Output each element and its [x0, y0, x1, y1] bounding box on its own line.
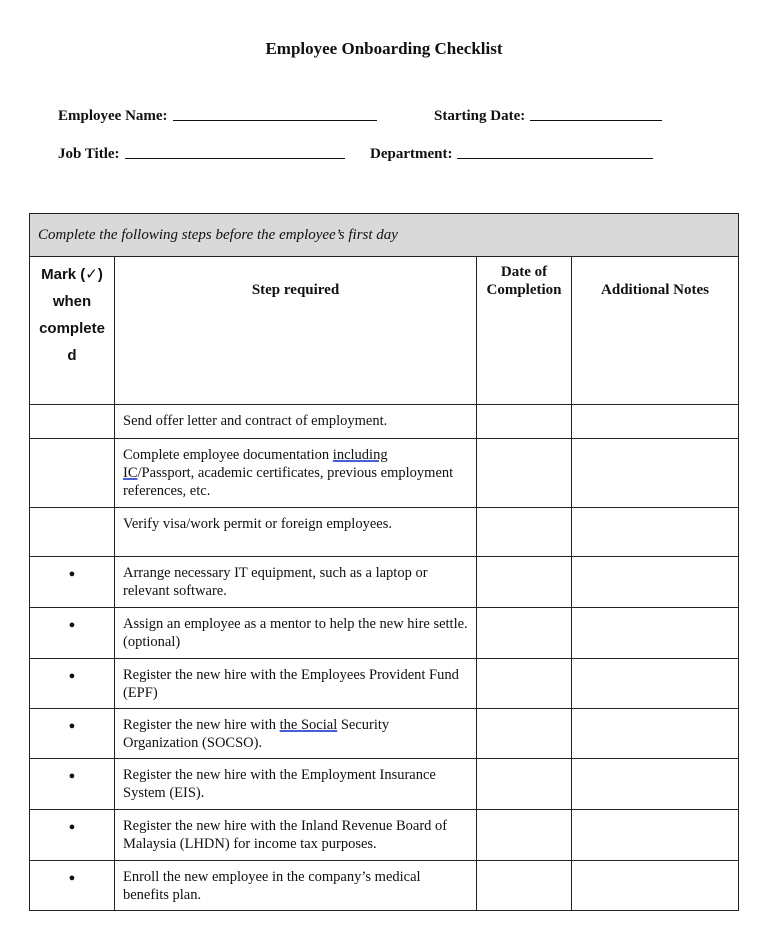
step-text-flagged: the Social — [279, 717, 338, 733]
mark-cell[interactable] — [30, 861, 115, 911]
completion-date-cell[interactable] — [477, 709, 572, 759]
header-date-line: Completion — [486, 282, 562, 298]
step-text: Assign an employee as a mentor to help the new hire settle. (optional) — [123, 616, 468, 650]
bullet-icon: ● — [68, 872, 76, 884]
header-mark-line: complete — [39, 320, 105, 337]
step-text-flagged: including — [332, 447, 388, 463]
document-title: Employee Onboarding Checklist — [265, 39, 503, 58]
mark-cell[interactable] — [30, 557, 115, 608]
notes-cell[interactable] — [572, 405, 739, 439]
header-mark — [30, 257, 115, 405]
completion-date-cell[interactable] — [477, 557, 572, 608]
header-mark-line: when — [52, 293, 92, 310]
completion-date-cell[interactable] — [477, 759, 572, 810]
bullet-icon: ● — [68, 619, 76, 631]
step-cell — [115, 659, 477, 709]
table-row — [30, 557, 739, 608]
onboarding-checklist-table — [29, 213, 739, 911]
step-text: Register the new hire with the Employment Insurance System (EIS). — [123, 767, 436, 801]
step-text: Register the new hire with the Employees Provident Fund (EPF) — [123, 667, 459, 701]
step-cell — [115, 405, 477, 439]
completion-date-cell[interactable] — [477, 405, 572, 439]
mark-cell[interactable] — [30, 709, 115, 759]
employee-name-field — [58, 105, 377, 125]
notes-cell[interactable] — [572, 557, 739, 608]
step-cell — [115, 557, 477, 608]
department-field — [370, 143, 653, 163]
table-header-row — [30, 257, 739, 405]
step-cell — [115, 861, 477, 911]
mark-cell[interactable] — [30, 810, 115, 861]
step-text: /Passport, academic certificates, previous employment references, etc. — [123, 465, 454, 499]
notes-cell[interactable] — [572, 709, 739, 759]
bullet-icon: ● — [68, 720, 76, 732]
step-text: Complete employee documentation — [123, 447, 333, 463]
header-notes: Additional Notes — [572, 257, 739, 405]
notes-cell[interactable] — [572, 508, 739, 557]
employee-name-blank[interactable] — [173, 106, 377, 121]
starting-date-label: Starting Date: — [434, 108, 526, 124]
step-cell — [115, 608, 477, 659]
table-row — [30, 810, 739, 861]
mark-cell[interactable] — [30, 439, 115, 508]
bullet-icon: ● — [68, 568, 76, 580]
bullet-icon: ● — [68, 821, 76, 833]
employee-name-label: Employee Name: — [58, 108, 168, 124]
header-mark-line: Mark (✓) — [41, 266, 103, 283]
bullet-icon: ● — [68, 670, 76, 682]
step-text: Verify visa/work permit or foreign employees. — [123, 516, 392, 532]
bullet-icon: ● — [68, 770, 76, 782]
header-step: Step required — [115, 257, 477, 405]
table-row — [30, 439, 739, 508]
header-date-line: Date of — [500, 264, 548, 280]
starting-date-field — [434, 105, 662, 125]
table-row — [30, 659, 739, 709]
mark-cell[interactable] — [30, 659, 115, 709]
table-row — [30, 759, 739, 810]
job-title-blank[interactable] — [125, 144, 345, 159]
step-cell — [115, 439, 477, 508]
step-text: Security Organization (SOCSO). — [123, 717, 390, 751]
header-mark-line: d — [67, 347, 77, 364]
mark-cell[interactable] — [30, 608, 115, 659]
step-cell — [115, 810, 477, 861]
completion-date-cell[interactable] — [477, 508, 572, 557]
notes-cell[interactable] — [572, 439, 739, 508]
completion-date-cell[interactable] — [477, 861, 572, 911]
table-banner: Complete the following steps before the employee’s first day — [30, 214, 739, 257]
mark-cell[interactable] — [30, 759, 115, 810]
step-text-flagged: IC — [123, 465, 138, 481]
notes-cell[interactable] — [572, 659, 739, 709]
step-cell — [115, 508, 477, 557]
table-row — [30, 405, 739, 439]
notes-cell[interactable] — [572, 810, 739, 861]
mark-cell[interactable] — [30, 405, 115, 439]
completion-date-cell[interactable] — [477, 659, 572, 709]
step-text: Enroll the new employee in the company’s medical benefits plan. — [123, 869, 421, 903]
department-label: Department: — [370, 146, 453, 162]
notes-cell[interactable] — [572, 608, 739, 659]
completion-date-cell[interactable] — [477, 810, 572, 861]
table-row — [30, 709, 739, 759]
starting-date-blank[interactable] — [530, 106, 662, 121]
department-blank[interactable] — [457, 144, 653, 159]
notes-cell[interactable] — [572, 759, 739, 810]
step-text: Arrange necessary IT equipment, such as a laptop or relevant software. — [123, 565, 428, 599]
step-cell — [115, 759, 477, 810]
completion-date-cell[interactable] — [477, 608, 572, 659]
job-title-label: Job Title: — [58, 146, 120, 162]
table-row — [30, 608, 739, 659]
step-text: Register the new hire with — [123, 717, 280, 733]
step-cell — [115, 709, 477, 759]
step-text: Send offer letter and contract of employment. — [123, 413, 388, 429]
header-date — [477, 257, 572, 405]
step-text: Register the new hire with the Inland Revenue Board of Malaysia (LHDN) for income tax purposes. — [123, 818, 448, 852]
notes-cell[interactable] — [572, 861, 739, 911]
mark-cell[interactable] — [30, 508, 115, 557]
table-row — [30, 861, 739, 911]
completion-date-cell[interactable] — [477, 439, 572, 508]
table-row — [30, 508, 739, 557]
job-title-field — [58, 143, 345, 163]
